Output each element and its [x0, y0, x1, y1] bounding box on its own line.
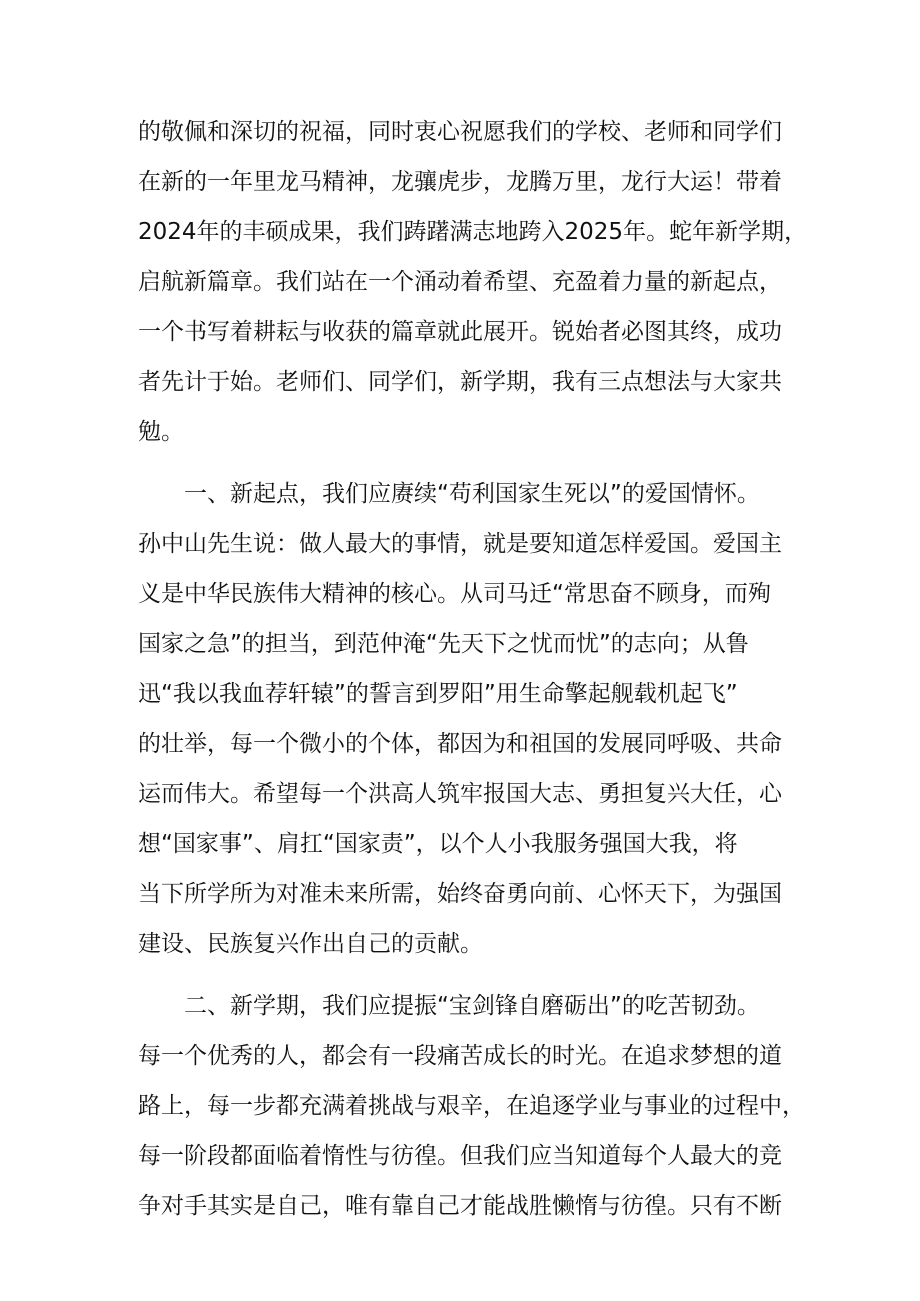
text-line: 的敬佩和深切的祝福，同时衷心祝愿我们的学校、老师和同学们 — [138, 119, 782, 145]
text-line: 启航新篇章。我们站在一个涌动着希望、充盈着力量的新起点， — [138, 269, 782, 295]
text-line: 一个书写着耕耘与收获的篇章就此展开。锐始者必图其终，成功 — [138, 319, 782, 345]
text-line: 争对手其实是自己，唯有靠自己才能战胜懒惰与彷徨。只有不断 — [138, 1193, 782, 1219]
paragraph-2 — [138, 469, 798, 969]
text-line: 勉。 — [138, 419, 184, 445]
text-line: 想“国家事”、肩扛“国家责”，以个人小我服务强国大我，将 — [138, 831, 738, 857]
text-line: 每一个优秀的人，都会有一段痛苦成长的时光。在追求梦想的道 — [138, 1043, 782, 1069]
text-line: 者先计于始。老师们、同学们，新学期，我有三点想法与大家共 — [138, 369, 782, 395]
paragraph-3 — [138, 981, 805, 1231]
paragraph-gap — [138, 969, 798, 981]
text-line: 当下所学所为对准未来所需，始终奋勇向前、心怀天下，为强国 — [138, 881, 782, 907]
text-line: 在新的一年里龙马精神，龙骧虎步，龙腾万里，龙行大运！带着 — [138, 169, 782, 195]
text-line: 路上，每一步都充满着挑战与艰辛，在追逐学业与事业的过程中， — [138, 1093, 805, 1119]
section-heading-line: 二、新学期，我们应提振“宝剑锋自磨砺出”的吃苦韧劲。 — [184, 993, 760, 1019]
paragraph-gap — [138, 457, 798, 469]
text-line: 国家之急”的担当，到范仲淹“先天下之忧而忧”的志向；从鲁 — [138, 631, 749, 657]
text-line: 每一阶段都面临着惰性与彷徨。但我们应当知道每个人最大的竞 — [138, 1143, 782, 1169]
text-line: 的壮举，每一个微小的个体，都因为和祖国的发展同呼吸、共命 — [138, 731, 782, 757]
paragraph-1 — [138, 107, 808, 457]
text-line: 2024年的丰硕成果，我们踌躇满志地跨入2025年。蛇年新学期， — [138, 219, 808, 245]
text-line: 孙中山先生说：做人最大的事情，就是要知道怎样爱国。爱国主 — [138, 531, 782, 557]
section-heading-line: 一、新起点，我们应赓续“苟利国家生死以”的爱国情怀。 — [184, 481, 760, 507]
document-body — [138, 107, 808, 1231]
text-line: 运而伟大。希望每一个洪高人筑牢报国大志、勇担复兴大任，心 — [138, 781, 782, 807]
text-line: 建设、民族复兴作出自己的贡献。 — [138, 931, 483, 957]
text-line: 义是中华民族伟大精神的核心。从司马迁“常思奋不顾身，而殉 — [138, 581, 771, 607]
text-line: 迅“我以我血荐轩辕”的誓言到罗阳”用生命擎起舰载机起飞” — [138, 681, 738, 707]
